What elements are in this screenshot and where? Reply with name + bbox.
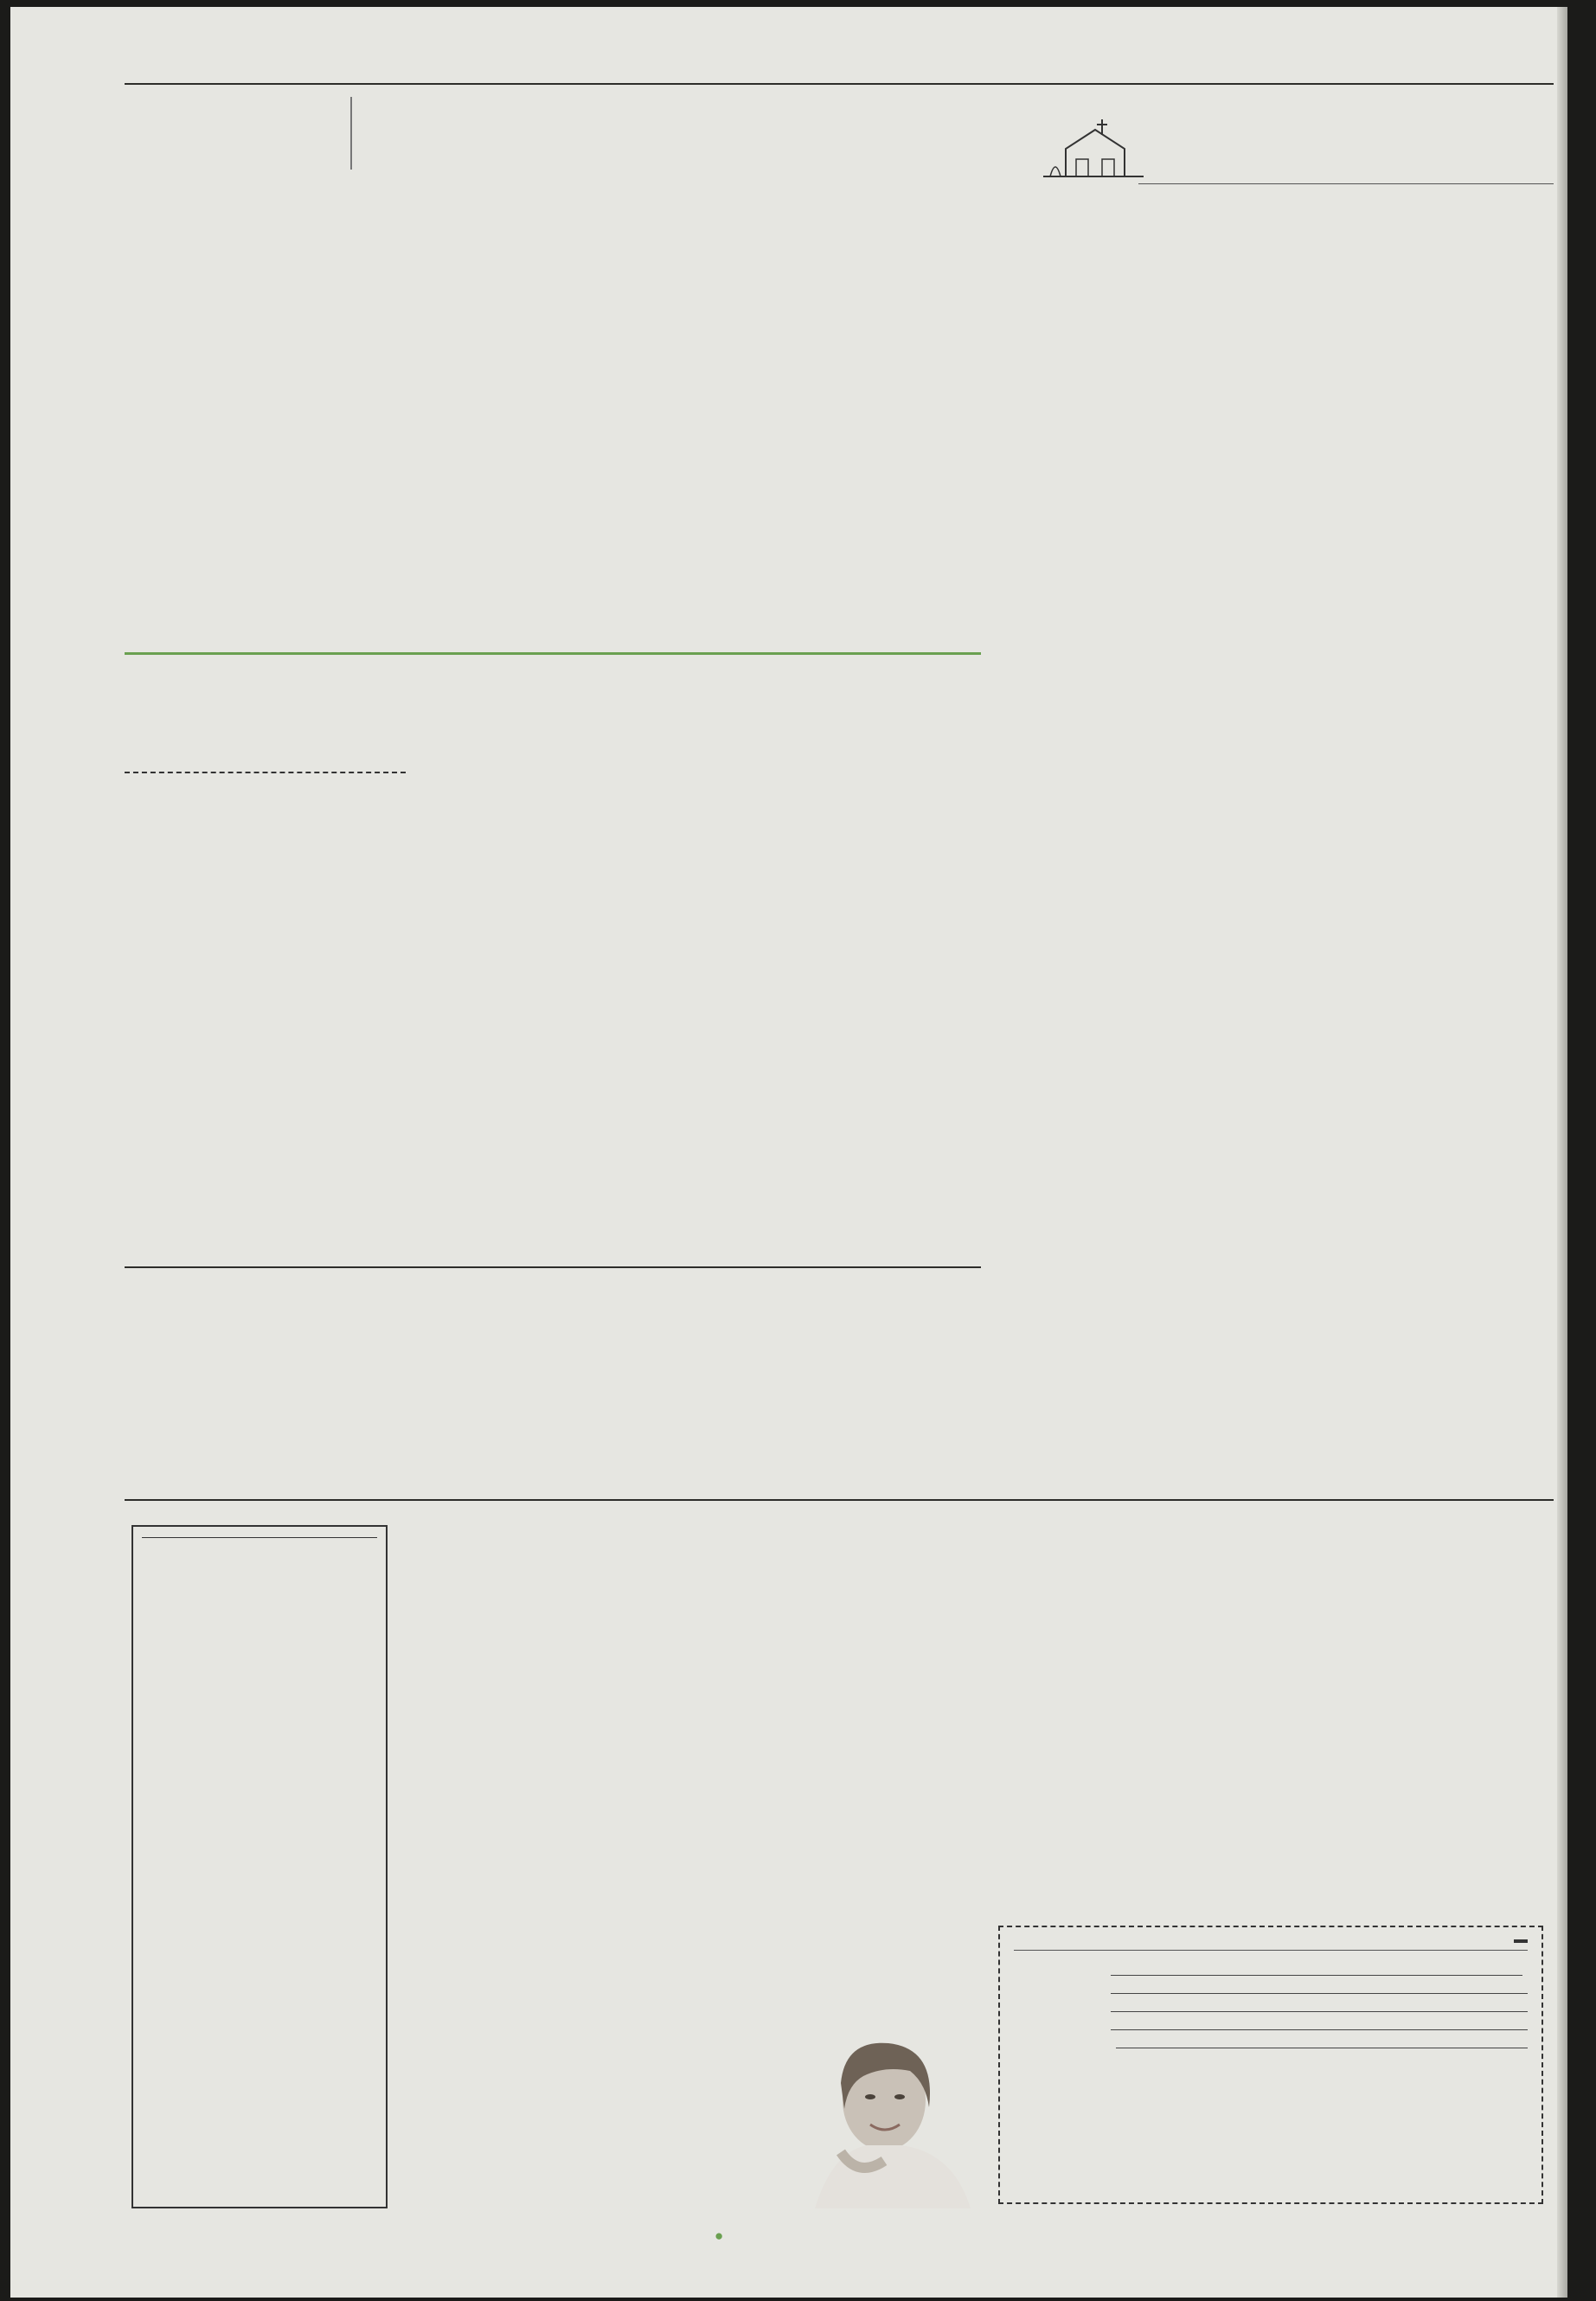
coupon-brand xyxy=(1514,1939,1528,1943)
field-woonplaats[interactable] xyxy=(1014,1999,1528,2012)
field-naam[interactable] xyxy=(1014,1963,1528,1976)
field-adres-line[interactable] xyxy=(1111,1981,1528,1994)
title-divider xyxy=(350,97,352,170)
field-aantal[interactable] xyxy=(1014,2035,1528,2048)
field-naam-line[interactable] xyxy=(1111,1963,1522,1976)
werk-dashed-rule xyxy=(125,772,406,773)
field-email[interactable] xyxy=(1014,2017,1528,2030)
elise-mannah-photo xyxy=(780,2031,988,2208)
coupon-rule xyxy=(1014,1950,1528,1951)
concert-column-2 xyxy=(709,1593,986,1606)
kerkdiensten-rule xyxy=(1138,183,1554,184)
photo-caption: ● xyxy=(715,2227,724,2244)
roemenie-column-3 xyxy=(709,1287,986,1301)
field-adres[interactable] xyxy=(1014,1981,1528,1994)
lezersactie-coupon[interactable] xyxy=(998,1926,1543,2204)
field-woonplaats-line[interactable] xyxy=(1111,1999,1528,2012)
beroepingswerk-rule xyxy=(125,1266,981,1268)
lower-rule xyxy=(125,1499,1554,1501)
header-rule xyxy=(125,83,1554,85)
concert-column-1 xyxy=(419,1593,695,1606)
field-email-line[interactable] xyxy=(1111,2017,1528,2030)
church-icon xyxy=(1042,114,1145,183)
roemenie-column-2 xyxy=(419,1346,695,1358)
field-aantal-line[interactable] xyxy=(1116,2035,1528,2048)
colofon-title xyxy=(142,1532,377,1538)
newspaper-page xyxy=(10,7,1567,2298)
concert-column-4 xyxy=(1291,1593,1550,1606)
ethiek-green-rule xyxy=(125,652,981,655)
page-fold-shadow xyxy=(1557,7,1567,2298)
colofon-box xyxy=(131,1525,388,2208)
